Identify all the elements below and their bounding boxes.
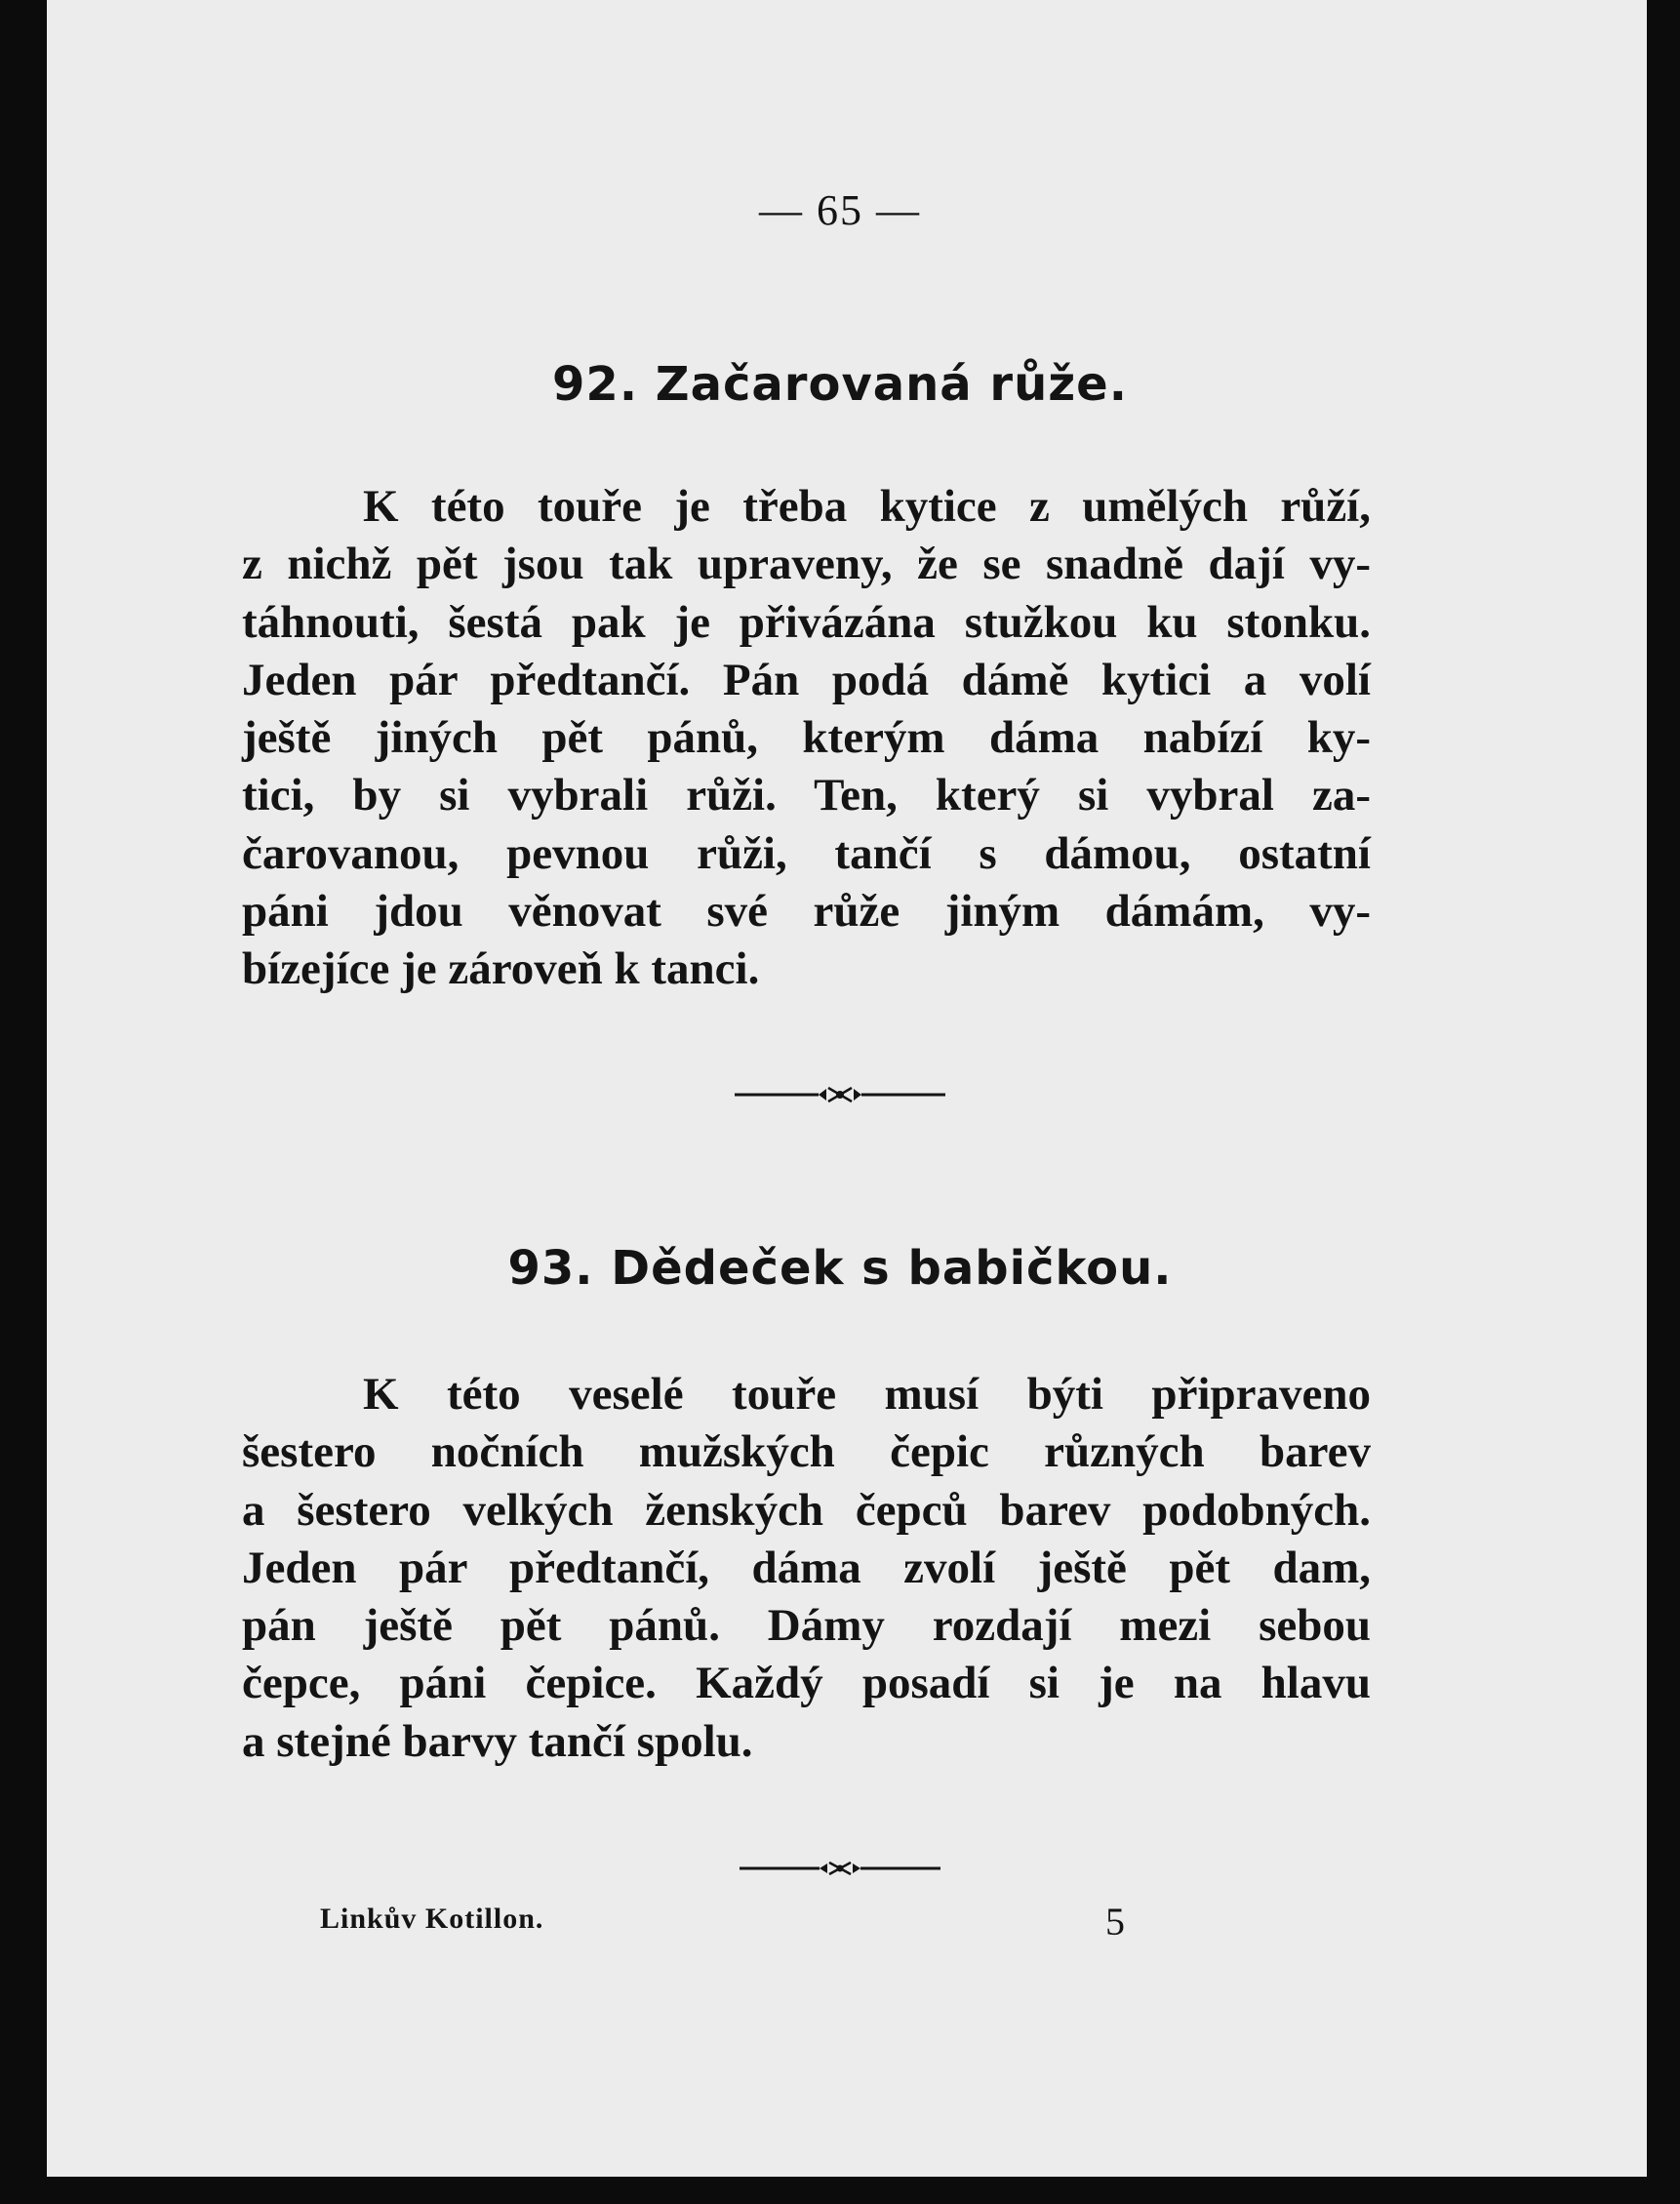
scan-border-bottom xyxy=(0,2177,1680,2204)
text-line: páni jdou věnovat své růže jiným dámám, vy- xyxy=(242,886,1371,938)
ornament-divider-icon xyxy=(0,1085,1680,1109)
text-line: z nichž pět jsou tak upraveny, že se snadně dají vy- xyxy=(242,539,1371,590)
section-heading-92: 92. Začarovaná růže. xyxy=(552,357,1128,412)
text-line: a stejné barvy tančí spolu. xyxy=(242,1715,753,1767)
section-paragraph-92 xyxy=(242,478,1371,999)
page-number: — 65 — xyxy=(759,186,921,234)
section-heading-93: 93. Dědeček s babičkou. xyxy=(507,1241,1173,1296)
text-line: ještě jiných pět pánů, kterým dáma nabízí ky- xyxy=(242,712,1371,764)
text-line: bízejíce je zároveň k tanci. xyxy=(242,943,760,995)
text-line: Jeden pár předtančí, dáma zvolí ještě pět dam, xyxy=(242,1542,1371,1593)
text-line: K této veselé touře musí býti připraveno xyxy=(363,1369,1371,1420)
text-line: táhnouti, šestá pak je přivázána stužkou ku stonku. xyxy=(242,596,1371,648)
footer-sheet-number: 5 xyxy=(1105,1900,1125,1944)
text-line: K této touře je třeba kytice z umělých růží, xyxy=(363,481,1371,532)
text-line: tici, by si vybrali růži. Ten, který si vybral za- xyxy=(242,770,1371,821)
text-line: čepce, páni čepice. Každý posadí si je na hlavu xyxy=(242,1658,1371,1709)
text-line: Jeden pár předtančí. Pán podá dámě kytici a volí xyxy=(242,654,1371,705)
text-line: a šestero velkých ženských čepců barev podobných. xyxy=(242,1484,1371,1536)
footer-signature: Linkův Kotillon. xyxy=(320,1903,544,1935)
ornament-divider-icon xyxy=(0,1859,1680,1883)
text-line: pán ještě pět pánů. Dámy rozdají mezi sebou xyxy=(242,1600,1371,1652)
text-line: šestero nočních mužských čepic různých barev xyxy=(242,1426,1371,1478)
section-paragraph-93 xyxy=(242,1366,1371,1771)
text-line: čarovanou, pevnou růži, tančí s dámou, ostatní xyxy=(242,827,1371,879)
